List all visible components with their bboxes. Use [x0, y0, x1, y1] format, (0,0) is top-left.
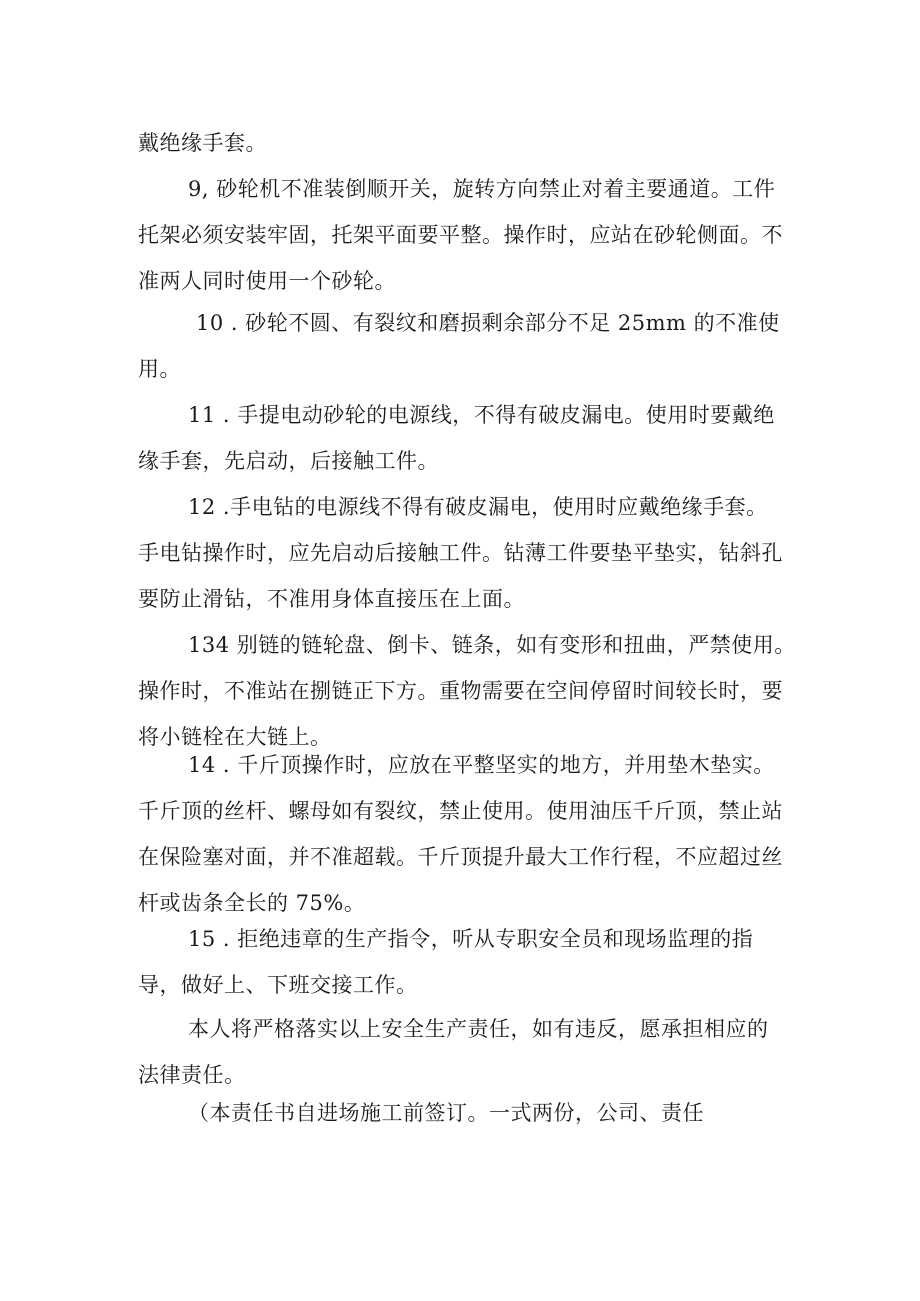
- text-line: 千斤顶的丝杆、螺母如有裂纹，禁止使用。使用油压千斤顶，禁止站: [138, 799, 783, 823]
- paragraph-item-15: [138, 916, 788, 1008]
- text-line: 缘手套，先启动，后接触工件。: [138, 449, 439, 473]
- paragraph-item-14: [138, 742, 788, 926]
- paragraph-commitment: [138, 1006, 788, 1098]
- text-line: 戴绝缘手套。: [138, 131, 267, 155]
- text-line: 11 . 手提电动砂轮的电源线，不得有破皮漏电。使用时要戴绝: [188, 403, 775, 427]
- text-line: 134 别链的链轮盘、倒卡、链条，如有变形和扭曲，严禁使用。: [188, 633, 796, 657]
- text-line: 10 . 砂轮不圆、有裂纹和磨损剩余部分不足 25mm 的不准使: [196, 311, 780, 335]
- text-line: 用。: [138, 357, 181, 381]
- text-line: 准两人同时使用一个砂轮。: [138, 269, 396, 293]
- paragraph-continuation: [138, 120, 788, 166]
- paragraph-item-12: [138, 484, 788, 622]
- text-line: 操作时，不准站在捌链正下方。重物需要在空间停留时间较长时，要: [138, 679, 783, 703]
- text-line: 法律责任。: [138, 1063, 246, 1087]
- paragraph-item-13: [138, 622, 796, 760]
- text-line: 要防止滑钻，不准用身体直接压在上面。: [138, 587, 525, 611]
- text-line: 手电钻操作时，应先启动后接触工件。钻薄工件要垫平垫实，钻斜孔: [138, 541, 783, 565]
- text-line: 12 .手电钻的电源线不得有破皮漏电，使用时应戴绝缘手套。: [188, 495, 768, 519]
- paragraph-item-11: [138, 392, 788, 484]
- text-line: 在保险塞对面，并不准超载。千斤顶提升最大工作行程，不应超过丝: [138, 845, 783, 869]
- text-line: 托架必须安装牢固，托架平面要平整。操作时，应站在砂轮侧面。不: [138, 223, 783, 247]
- text-line: 本人将严格落实以上安全生产责任，如有违反，愿承担相应的: [188, 1017, 769, 1041]
- paragraph-item-10: [138, 300, 788, 392]
- paragraph-item-9: [138, 166, 788, 304]
- text-line: 将小链栓在大链上。: [138, 725, 332, 749]
- paragraph-note: [138, 1090, 788, 1136]
- text-line: 导，做好上、下班交接工作。: [138, 973, 418, 997]
- text-line: 9, 砂轮机不准装倒顺开关，旋转方向禁止对着主要通道。工件: [188, 177, 776, 201]
- text-line: 14 . 千斤顶操作时，应放在平整坚实的地方，并用垫木垫实。: [188, 753, 775, 777]
- text-line: 杆或齿条全长的 75%。: [138, 891, 366, 915]
- text-line: （本责任书自进场施工前签订。一式两份，公司、责任: [188, 1101, 704, 1125]
- text-line: 15 . 拒绝违章的生产指令，听从专职安全员和现场监理的指: [188, 927, 754, 951]
